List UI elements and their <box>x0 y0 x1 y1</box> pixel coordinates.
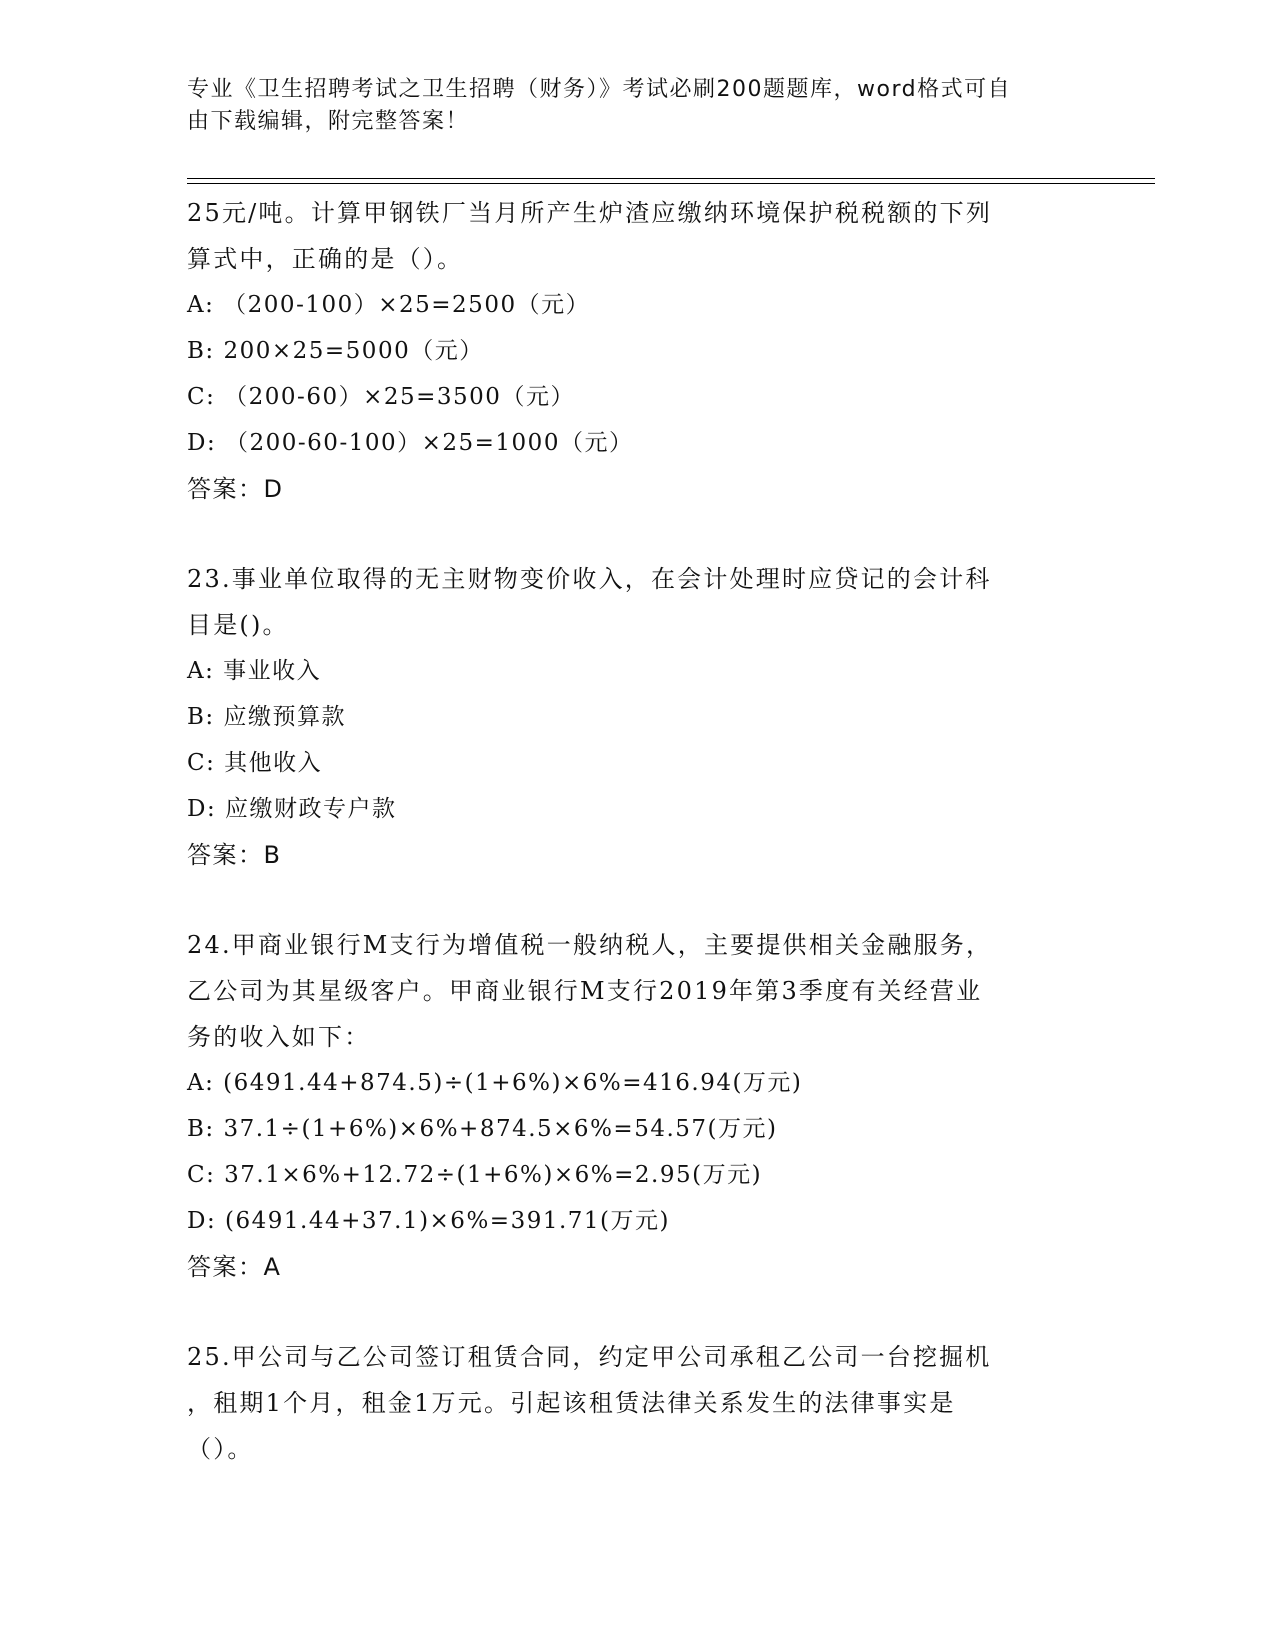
spacer <box>187 878 1087 922</box>
header-rule-top <box>187 178 1155 179</box>
option-b: B: 应缴预算款 <box>187 704 346 730</box>
question-text-line: （）。 <box>187 1435 254 1463</box>
question-text-line: 23.事业单位取得的无主财物变价收入，在会计处理时应贷记的会计科 <box>187 565 992 593</box>
option-d: D: 应缴财政专户款 <box>187 796 397 822</box>
question-text-line: 25元/吨。计算甲钢铁厂当月所产生炉渣应缴纳环境保护税税额的下列 <box>187 199 993 227</box>
spacer <box>187 512 1087 556</box>
option-b: B: 200×25=5000（元） <box>187 338 484 364</box>
question-22-continued <box>187 190 1087 512</box>
option-d: D: （200-60-100）×25=1000（元） <box>187 430 634 456</box>
answer: 答案：D <box>187 475 284 503</box>
question-text-line: 算式中，正确的是（）。 <box>187 245 464 273</box>
question-text-line: 乙公司为其星级客户。甲商业银行M支行2019年第3季度有关经营业 <box>187 977 983 1005</box>
question-text-line: 25.甲公司与乙公司签订租赁合同，约定甲公司承租乙公司一台挖掘机 <box>187 1343 992 1371</box>
spacer <box>187 1290 1087 1334</box>
option-c: C: （200-60）×25=3500（元） <box>187 384 575 410</box>
question-24 <box>187 922 1087 1290</box>
option-c: C: 其他收入 <box>187 750 323 776</box>
header-line-2: 由下载编辑，附完整答案！ <box>187 109 470 134</box>
option-b: B: 37.1÷(1+6%)×6%+874.5×6%=54.57(万元) <box>187 1116 778 1142</box>
document-body <box>187 190 1087 1472</box>
question-text-line: 务的收入如下： <box>187 1023 371 1051</box>
document-header <box>187 74 1067 138</box>
question-23 <box>187 556 1087 878</box>
question-25 <box>187 1334 1087 1472</box>
option-a: A: （200-100）×25=2500（元） <box>187 292 591 318</box>
option-a: A: (6491.44+874.5)÷(1+6%)×6%=416.94(万元) <box>187 1070 803 1096</box>
header-line-1: 专业《卫生招聘考试之卫生招聘（财务）》考试必刷200题题库，word格式可自 <box>187 77 1012 102</box>
question-text-line: 目是()。 <box>187 611 289 639</box>
option-d: D: (6491.44+37.1)×6%=391.71(万元) <box>187 1208 670 1234</box>
answer: 答案：B <box>187 841 282 869</box>
option-c: C: 37.1×6%+12.72÷(1+6%)×6%=2.95(万元) <box>187 1162 763 1188</box>
question-text-line: ，租期1个月，租金1万元。引起该租赁法律关系发生的法律事实是 <box>187 1389 956 1417</box>
header-rule-bottom <box>187 183 1155 184</box>
answer: 答案：A <box>187 1253 282 1281</box>
question-text-line: 24.甲商业银行M支行为增值税一般纳税人，主要提供相关金融服务， <box>187 931 993 959</box>
option-a: A: 事业收入 <box>187 658 322 684</box>
